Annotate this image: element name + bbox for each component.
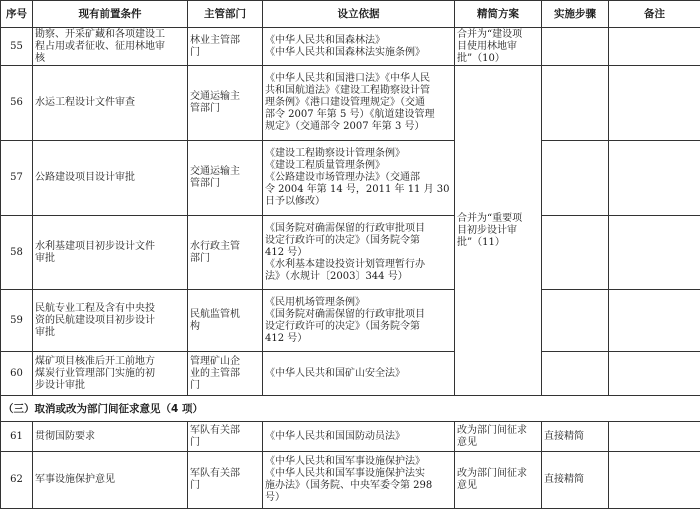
row-condition [33, 141, 188, 216]
row-condition [33, 216, 188, 290]
row-steps [542, 141, 609, 216]
cell-line: 林业主管部 [190, 34, 240, 46]
row-steps [542, 28, 609, 66]
cell-line: 业的主管部 [190, 367, 240, 379]
row-seq: 57 [1, 141, 33, 216]
header-department: 主管部门 [188, 1, 263, 28]
row-seq: 59 [1, 290, 33, 352]
cell-line: 核 [35, 52, 45, 64]
cell-line: 煤炭行业管理部门实施的初 [35, 367, 155, 379]
cell-line: 水利基建项目初步设计文件 [35, 240, 155, 252]
row-remarks [609, 422, 700, 452]
table-row [1, 28, 700, 66]
row-remarks [609, 28, 700, 66]
header-plan: 精简方案 [455, 1, 542, 28]
cell-line: 公路建设项目设计审批 [35, 172, 135, 183]
cell-line: 勘察、开采矿藏和各项建设工 [35, 28, 165, 40]
cell-line: 规定》（交通部令 2007 年第 3 号） [265, 121, 425, 132]
row-seq: 61 [1, 422, 33, 452]
cell-line: 构 [190, 320, 200, 332]
row-seq: 56 [1, 66, 33, 141]
cell-line: 门 [190, 436, 200, 448]
cell-line: 步设计审批 [35, 379, 85, 391]
row-department [188, 452, 263, 509]
cell-line: 412 号） [265, 246, 308, 258]
cell-line: 412 号） [265, 332, 308, 344]
row-basis [263, 290, 455, 352]
row-condition [33, 452, 188, 509]
cell-line: 煤矿项目核准后开工前地方 [35, 355, 155, 367]
cell-line: 合并为“建设项 [457, 28, 523, 40]
row-basis [263, 28, 455, 66]
cell-line: 《公路建设市场管理办法》（交通部 [265, 172, 420, 183]
cell-line: 改为部门间征求 [457, 424, 527, 436]
cell-line: 批”（10） [457, 52, 505, 64]
cell-line: 民航专业工程及含有中央投 [35, 302, 155, 314]
row-seq: 60 [1, 352, 33, 396]
cell-line: 资的民航建设项目初步设计 [35, 314, 155, 326]
cell-line: 《建设工程勘察设计管理条例》 [265, 148, 405, 159]
cell-line: 改为部门间征求 [457, 468, 527, 479]
table-row [1, 422, 700, 452]
row-department [188, 141, 263, 216]
table-row [1, 290, 700, 352]
cell-line: 《民用机场管理条例》 [265, 296, 365, 308]
header-steps: 实施步骤 [542, 1, 609, 28]
cell-line: 批”（11） [457, 236, 505, 248]
cell-line: 《国务院对确需保留的行政审批项目 [265, 308, 425, 320]
cell-line: 令 2004 年第 14 号，2011 年 11 月 30 [265, 184, 450, 195]
cell-line: 《国务院对确需保留的行政审批项目 [265, 222, 425, 234]
row-seq: 62 [1, 452, 33, 509]
table-row [1, 141, 700, 216]
row-condition [33, 422, 188, 452]
row-basis [263, 216, 455, 290]
row-remarks [609, 352, 700, 396]
row-basis [263, 452, 455, 509]
row-basis [263, 422, 455, 452]
cell-line: 《中华人民共和国矿山安全法》 [265, 367, 405, 379]
row-condition [33, 66, 188, 141]
cell-line: 军事设施保护意见 [35, 474, 115, 485]
row-remarks [609, 216, 700, 290]
row-steps: 直接精简 [542, 422, 609, 452]
row-remarks [609, 452, 700, 509]
cell-line: 日予以修改） [265, 196, 325, 207]
cell-line: 目初步设计审 [457, 224, 517, 236]
cell-line: 军队有关部 [190, 468, 240, 479]
cell-line: 目使用林地审 [457, 40, 517, 52]
cell-line: 军队有关部 [190, 424, 240, 436]
cell-line: 管理矿山企 [190, 355, 240, 367]
cell-line: 门 [190, 379, 200, 391]
row-steps [542, 66, 609, 141]
cell-line: 交通运输主 [190, 166, 240, 177]
row-department [188, 28, 263, 66]
header-row [1, 1, 700, 28]
header-condition: 现有前置条件 [33, 1, 188, 28]
cell-line: 管部门 [190, 178, 220, 189]
cell-line: 审批 [35, 326, 55, 338]
cell-line: 《中华人民共和国军事设施保护法实 [265, 468, 425, 479]
row-department [188, 352, 263, 396]
cell-line: 《水利基本建设投资计划管理暂行办 [265, 258, 425, 270]
cell-line: 《中华人民共和国国防动员法》 [265, 430, 405, 442]
cell-line: 水行政主管 [190, 240, 240, 252]
cell-line: 《中华人民共和国森林法实施条例》 [265, 46, 425, 58]
cell-line: 部令 2007 年第 5 号）《航道建设管理 [265, 109, 435, 120]
cell-line: 合并为“重要项 [457, 212, 523, 224]
row-department [188, 66, 263, 141]
row-plan [455, 452, 542, 509]
cell-line: 《中华人民共和国森林法》 [265, 34, 385, 46]
cell-line: 交通运输主 [190, 91, 240, 102]
cell-line: 施办法》（国务院、中央军委令第 298 [265, 480, 433, 491]
table-row [1, 352, 700, 396]
section-title: （三）取消或改为部门间征求意见（4 项） [1, 396, 700, 422]
cell-line: 设定行政许可的决定》（国务院令第 [265, 320, 420, 332]
row-department [188, 216, 263, 290]
cell-line: 法》（水规计〔2003〕344 号） [265, 270, 408, 282]
row-basis [263, 66, 455, 141]
header-seq: 序号 [1, 1, 33, 28]
row-condition [33, 290, 188, 352]
cell-line: 《中华人民共和国军事设施保护法》 [265, 456, 425, 467]
row-seq: 58 [1, 216, 33, 290]
row-steps: 直接精简 [542, 452, 609, 509]
table-row [1, 216, 700, 290]
row-steps [542, 352, 609, 396]
header-basis: 设立依据 [263, 1, 455, 28]
section-row [1, 396, 700, 422]
cell-line: 号） [265, 492, 285, 503]
cell-line: 《中华人民共和国港口法》《中华人民 [265, 73, 430, 84]
plan-merged-forestry [455, 28, 542, 66]
cell-line: 程占用或者征收、征用林地审 [35, 40, 165, 52]
cell-line: 门 [190, 46, 200, 58]
cell-line: 部门 [190, 252, 210, 264]
cell-line: 共和国航道法》《建设工程勘察设计管 [265, 85, 430, 96]
cell-line: 民航监管机 [190, 308, 240, 320]
row-plan [455, 422, 542, 452]
plan-merged-design [455, 66, 542, 396]
row-remarks [609, 290, 700, 352]
cell-line: 门 [190, 480, 200, 491]
cell-line: 审批 [35, 252, 55, 264]
cell-line: 贯彻国防要求 [35, 430, 95, 442]
cell-line: 意见 [457, 480, 477, 491]
cell-line: 《建设工程质量管理条例》 [265, 160, 385, 171]
cell-line: 意见 [457, 436, 477, 448]
cell-line: 管部门 [190, 103, 220, 114]
row-remarks [609, 141, 700, 216]
row-remarks [609, 66, 700, 141]
row-basis [263, 352, 455, 396]
row-condition [33, 352, 188, 396]
row-steps [542, 216, 609, 290]
row-department [188, 290, 263, 352]
cell-line: 设定行政许可的决定》（国务院令第 [265, 234, 420, 246]
header-remarks: 备注 [609, 1, 700, 28]
cell-line: 水运工程设计文件审查 [35, 97, 135, 108]
row-steps [542, 290, 609, 352]
table-row [1, 66, 700, 141]
row-basis [263, 141, 455, 216]
row-seq: 55 [1, 28, 33, 66]
table-row [1, 452, 700, 509]
cell-line: 理条例》《港口建设管理规定》（交通 [265, 97, 425, 108]
row-condition [33, 28, 188, 66]
row-department [188, 422, 263, 452]
